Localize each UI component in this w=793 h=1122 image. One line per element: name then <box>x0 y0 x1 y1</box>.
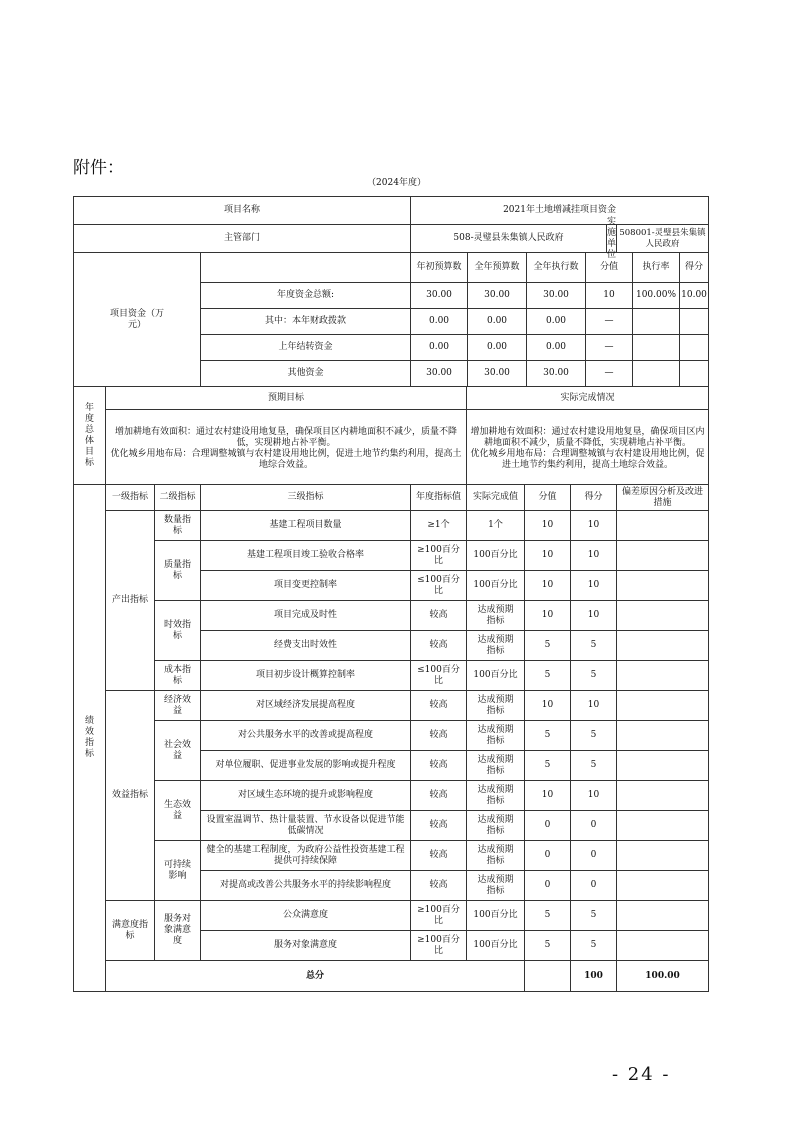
funds-header: 执行率 <box>632 253 679 282</box>
level2-sustainable: 可持续影响 <box>155 841 201 901</box>
indicator-actual: 达成预期指标 <box>467 601 525 631</box>
indicator-score-value: 5 <box>525 901 571 931</box>
indicator-score: 10 <box>571 541 617 571</box>
indicator-target: 较高 <box>411 751 467 781</box>
indicator-target: ≥100百分比 <box>411 931 467 961</box>
funds-cell <box>632 309 679 334</box>
indicator-name: 经费支出时效性 <box>201 631 411 661</box>
indicator-score: 0 <box>571 841 617 871</box>
level1-output: 产出指标 <box>106 511 155 691</box>
level2-timeliness: 时效指标 <box>155 601 201 661</box>
indicator-score-value: 0 <box>525 841 571 871</box>
funds-row-label: 年度资金总额: <box>201 283 411 309</box>
project-name-label: 项目名称 <box>74 197 411 225</box>
indicator-name: 对区域生态环境的提升或影响程度 <box>201 781 411 811</box>
expected-goal-text: 增加耕地有效面积：通过农村建设用地复垦，确保项目区内耕地面积不减少，质量不降低，实现耕地占补平衡。 优化城乡用地布局：合理调整城镇与农村建设用地比例，促进土地节约集约利用，提高土地综合效益。 <box>106 410 467 485</box>
indicator-target: 较高 <box>411 811 467 841</box>
total-score-value: 100 <box>571 961 617 992</box>
funds-row-label: 其中：本年财政拨款 <box>201 309 411 335</box>
indicator-score: 5 <box>571 661 617 691</box>
indicator-name: 对提高或改善公共服务水平的持续影响程度 <box>201 871 411 901</box>
funds-cell: 0.00 <box>428 342 450 352</box>
indicator-target: 较高 <box>411 721 467 751</box>
indicator-name: 项目完成及时性 <box>201 601 411 631</box>
indicator-target: ≤100百分比 <box>411 661 467 691</box>
funds-header: 全年预算数 <box>467 253 526 282</box>
project-name: 2021年土地增减挂项目资金 <box>411 197 709 225</box>
funds-cell: 0.00 <box>526 309 585 334</box>
funds-cell: 30.00 <box>426 290 452 300</box>
unit-name: 508001-灵璧县朱集镇人民政府 <box>617 225 709 253</box>
indicator-target: 较高 <box>411 691 467 721</box>
funds-cell: 30.00 <box>526 283 585 308</box>
funds-row-label: 其他资金 <box>201 361 411 387</box>
actual-goal-header: 实际完成情况 <box>467 387 709 410</box>
dept-name: 508-灵璧县朱集镇人民政府 <box>453 233 564 243</box>
indicator-score: 5 <box>571 931 617 961</box>
indicator-score: 10 <box>571 511 617 541</box>
indicator-header: 得分 <box>571 485 617 511</box>
indicator-header: 分值 <box>525 485 571 511</box>
indicator-actual: 100百分比 <box>467 541 525 571</box>
indicator-score-value: 10 <box>525 511 571 541</box>
indicator-target: 较高 <box>411 871 467 901</box>
indicator-actual: 达成预期指标 <box>467 751 525 781</box>
indicator-header: 实际完成值 <box>467 485 525 511</box>
total-label: 总分 <box>106 961 525 992</box>
indicator-score: 5 <box>571 721 617 751</box>
indicator-name: 基建工程项目数量 <box>201 511 411 541</box>
indicator-target: ≤100百分比 <box>411 571 467 601</box>
funds-cell: — <box>585 361 632 386</box>
funds-cell: 0.00 <box>428 316 450 326</box>
actual-goal-text: 增加耕地有效面积：通过农村建设用地复垦，确保项目区内耕地面积不减少，质量不降低，实现耕地占补平衡。 优化城乡用地布局：合理调整城镇与农村建设用地比例，促进土地节约集约利用，提高土地综合效益。 <box>467 410 709 485</box>
indicator-score-value: 10 <box>525 601 571 631</box>
indicator-score-value: 10 <box>525 541 571 571</box>
level2-service-satisfaction: 服务对象满意度 <box>155 901 201 961</box>
indicator-score: 10 <box>571 571 617 601</box>
level2-ecological: 生态效益 <box>155 781 201 841</box>
funds-cell: — <box>585 309 632 334</box>
indicator-actual: 达成预期指标 <box>467 631 525 661</box>
indicator-score: 5 <box>571 901 617 931</box>
indicator-score-value: 10 <box>525 571 571 601</box>
report-year: （2024年度） <box>367 178 426 188</box>
indicator-target: 较高 <box>411 631 467 661</box>
indicator-score: 10 <box>571 781 617 811</box>
goals-label: 年度总体目标 <box>74 387 106 485</box>
indicator-header: 偏差原因分析及改进措施 <box>617 485 709 511</box>
indicator-target: 较高 <box>411 601 467 631</box>
indicator-target: 较高 <box>411 841 467 871</box>
level2-quantity: 数量指标 <box>155 511 201 541</box>
indicator-actual: 达成预期指标 <box>467 691 525 721</box>
level2-social: 社会效益 <box>155 721 201 781</box>
indicator-note <box>617 661 709 691</box>
indicator-note <box>617 631 709 661</box>
indicator-name: 对区域经济发展提高程度 <box>201 691 411 721</box>
indicator-actual: 100百分比 <box>467 661 525 691</box>
funds-cell: 30.00 <box>426 368 452 378</box>
indicator-header: 二级指标 <box>155 485 201 511</box>
indicator-note <box>617 571 709 601</box>
funds-cell: 0.00 <box>526 335 585 360</box>
indicator-note <box>617 601 709 631</box>
funds-cell: 10 <box>585 283 632 308</box>
dept-label: 主管部门 <box>74 225 411 253</box>
funds-header: 年初预算数 <box>416 262 462 272</box>
indicator-score-value: 0 <box>525 811 571 841</box>
performance-evaluation-table <box>73 196 709 992</box>
funds-cell <box>632 361 679 386</box>
indicator-score-value: 5 <box>525 751 571 781</box>
level2-cost: 成本指标 <box>155 661 201 691</box>
indicator-target: 较高 <box>411 781 467 811</box>
indicator-header: 三级指标 <box>201 485 411 511</box>
indicator-actual: 达成预期指标 <box>467 721 525 751</box>
indicator-name: 项目变更控制率 <box>201 571 411 601</box>
indicator-actual: 达成预期指标 <box>467 841 525 871</box>
indicator-note <box>617 751 709 781</box>
indicator-note <box>617 691 709 721</box>
indicator-score-value: 0 <box>525 871 571 901</box>
page-number: - 24 - <box>612 1064 671 1085</box>
indicator-score: 0 <box>571 871 617 901</box>
level2-quality: 质量指标 <box>155 541 201 601</box>
funds-cell: 10.00 <box>679 283 708 308</box>
indicator-name: 服务对象满意度 <box>201 931 411 961</box>
funds-label: 项目资金（万元） <box>74 253 201 387</box>
indicator-target: ≥1个 <box>411 511 467 541</box>
indicator-name: 项目初步设计概算控制率 <box>201 661 411 691</box>
funds-cell: 100.00% <box>632 283 679 308</box>
indicator-note <box>617 781 709 811</box>
indicator-name: 健全的基建工程制度，为政府公益性投资基建工程提供可持续保障 <box>201 841 411 871</box>
indicator-note <box>617 721 709 751</box>
attachment-label: 附件： <box>73 158 124 178</box>
indicator-score-value: 5 <box>525 721 571 751</box>
indicator-note <box>617 871 709 901</box>
indicator-note <box>617 931 709 961</box>
indicator-name: 基建工程项目竣工验收合格率 <box>201 541 411 571</box>
indicator-name: 设置室温调节、热计量装置、节水设备以促进节能低碳情况 <box>201 811 411 841</box>
indicator-score-value: 5 <box>525 661 571 691</box>
indicator-name: 对单位履职、促进事业发展的影响或提升程度 <box>201 751 411 781</box>
indicator-note <box>617 811 709 841</box>
funds-cell: 30.00 <box>526 361 585 386</box>
indicator-target: ≥100百分比 <box>411 901 467 931</box>
indicator-actual: 100百分比 <box>467 571 525 601</box>
indicator-score: 0 <box>571 811 617 841</box>
indicator-name: 对公共服务水平的改善或提高程度 <box>201 721 411 751</box>
unit-label: 实施单位 <box>607 216 617 260</box>
indicator-note <box>617 901 709 931</box>
funds-cell <box>632 335 679 360</box>
indicator-note <box>617 841 709 871</box>
indicator-note <box>617 541 709 571</box>
indicator-note <box>617 511 709 541</box>
level2-economic: 经济效益 <box>155 691 201 721</box>
indicator-name: 公众满意度 <box>201 901 411 931</box>
indicator-score: 10 <box>571 601 617 631</box>
funds-cell: 0.00 <box>467 309 526 334</box>
indicators-label: 绩效指标 <box>74 485 106 992</box>
indicator-actual: 100百分比 <box>467 931 525 961</box>
total-score: 100.00 <box>617 961 709 992</box>
indicator-score: 5 <box>571 751 617 781</box>
indicator-score-value: 5 <box>525 631 571 661</box>
indicator-score-value: 10 <box>525 781 571 811</box>
funds-cell: 30.00 <box>467 283 526 308</box>
indicator-score-value: 10 <box>525 691 571 721</box>
indicator-actual: 100百分比 <box>467 901 525 931</box>
indicator-score: 10 <box>571 691 617 721</box>
funds-header: 分值 <box>585 253 632 282</box>
indicator-actual: 达成预期指标 <box>467 781 525 811</box>
indicator-actual: 1个 <box>467 511 525 541</box>
funds-header: 得分 <box>679 253 708 282</box>
indicator-score-value: 5 <box>525 931 571 961</box>
expected-goal-header: 预期目标 <box>106 387 467 410</box>
funds-cell: 30.00 <box>467 361 526 386</box>
funds-row-label: 上年结转资金 <box>201 335 411 361</box>
funds-cell <box>679 335 708 360</box>
indicator-header: 年度指标值 <box>411 485 467 511</box>
funds-cell <box>679 361 708 386</box>
indicator-actual: 达成预期指标 <box>467 871 525 901</box>
indicator-actual: 达成预期指标 <box>467 811 525 841</box>
level1-benefit: 效益指标 <box>106 691 155 901</box>
funds-header: 全年执行数 <box>526 253 585 282</box>
funds-cell: — <box>585 335 632 360</box>
indicator-header: 一级指标 <box>106 485 155 511</box>
funds-cell <box>679 309 708 334</box>
level1-satisfaction: 满意度指标 <box>106 901 155 961</box>
indicator-target: ≥100百分比 <box>411 541 467 571</box>
funds-cell: 0.00 <box>467 335 526 360</box>
indicator-score: 5 <box>571 631 617 661</box>
